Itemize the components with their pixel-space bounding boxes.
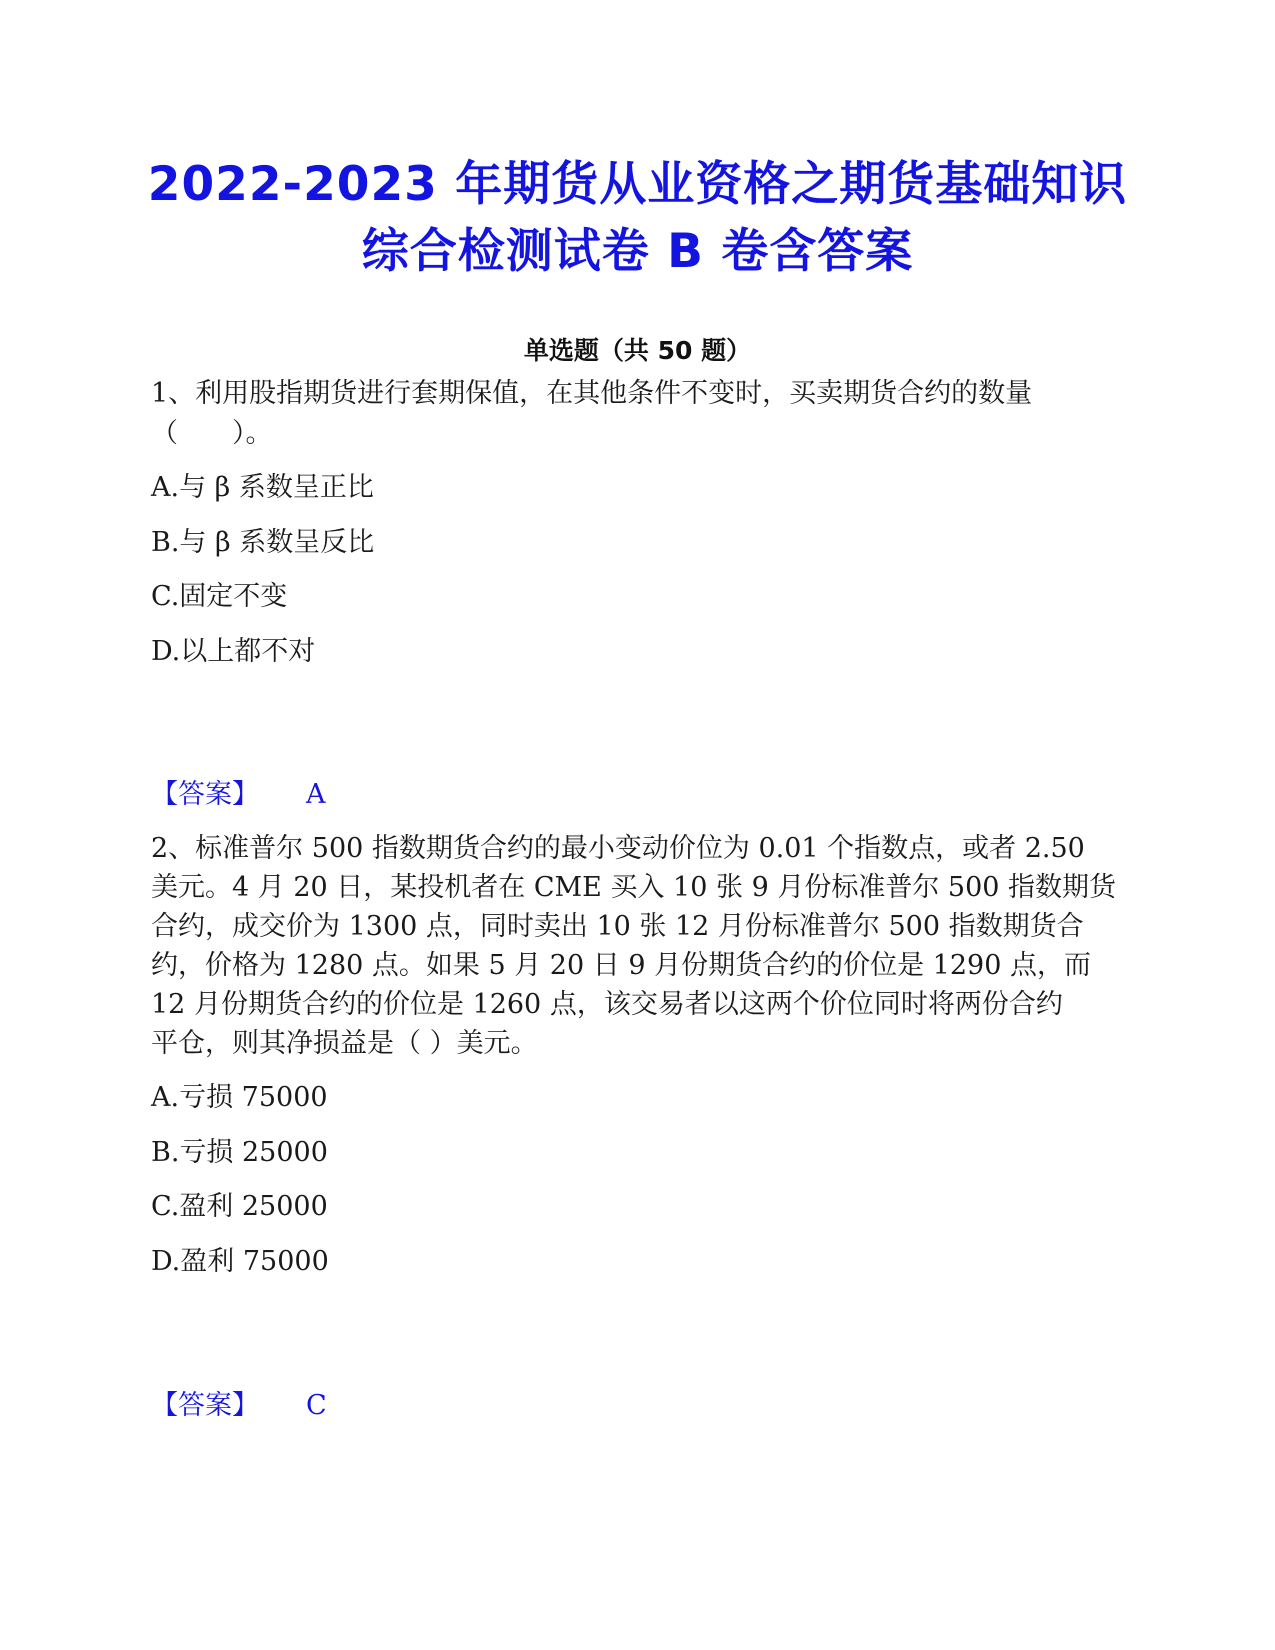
question-2-option-a: A.亏损 75000 xyxy=(151,1082,328,1113)
question-2-text-line-1: 2、标准普尔 500 指数期货合约的最小变动价位为 0.01 个指数点，或者 2.50 xyxy=(151,833,1085,864)
document-title-line-1: 2022-2023 年期货从业资格之期货基础知识 xyxy=(147,157,1128,212)
question-2-option-c: C.盈利 25000 xyxy=(151,1191,328,1222)
section-heading: 单选题（共 50 题） xyxy=(523,336,752,365)
question-2-text-line-6: 平仓，则其净损益是（ ）美元。 xyxy=(151,1028,538,1059)
question-2-text-line-5: 12 月份期货合约的价位是 1260 点，该交易者以这两个价位同时将两份合约 xyxy=(151,989,1063,1020)
question-2-answer-value: C xyxy=(306,1390,327,1421)
question-2-text-line-2: 美元。4 月 20 日，某投机者在 CME 买入 10 张 9 月份标准普尔 500 指数期货 xyxy=(151,872,1117,903)
question-1-text-line-2: （ ）。 xyxy=(151,418,273,449)
question-2-text-line-3: 合约，成交价为 1300 点，同时卖出 10 张 12 月份标准普尔 500 指数期货合 xyxy=(151,911,1084,942)
question-2-option-b: B.亏损 25000 xyxy=(151,1137,328,1168)
question-1-option-a: A.与 β 系数呈正比 xyxy=(151,472,374,503)
question-2-text-line-4: 约，价格为 1280 点。如果 5 月 20 日 9 月份期货合约的价位是 1290 点，而 xyxy=(151,950,1091,981)
question-1-answer-label: 【答案】 xyxy=(151,779,259,810)
question-1-text-line-1: 1、利用股指期货进行套期保值，在其他条件不变时，买卖期货合约的数量 xyxy=(151,378,1033,409)
question-1-option-b: B.与 β 系数呈反比 xyxy=(151,527,375,558)
question-1-answer-value: A xyxy=(306,779,326,810)
document-title-line-2: 综合检测试卷 B 卷含答案 xyxy=(361,224,914,279)
question-2-option-d: D.盈利 75000 xyxy=(151,1246,329,1277)
question-1-option-c: C.固定不变 xyxy=(151,581,288,612)
question-2-answer-label: 【答案】 xyxy=(151,1390,259,1421)
question-1-option-d: D.以上都不对 xyxy=(151,636,316,667)
